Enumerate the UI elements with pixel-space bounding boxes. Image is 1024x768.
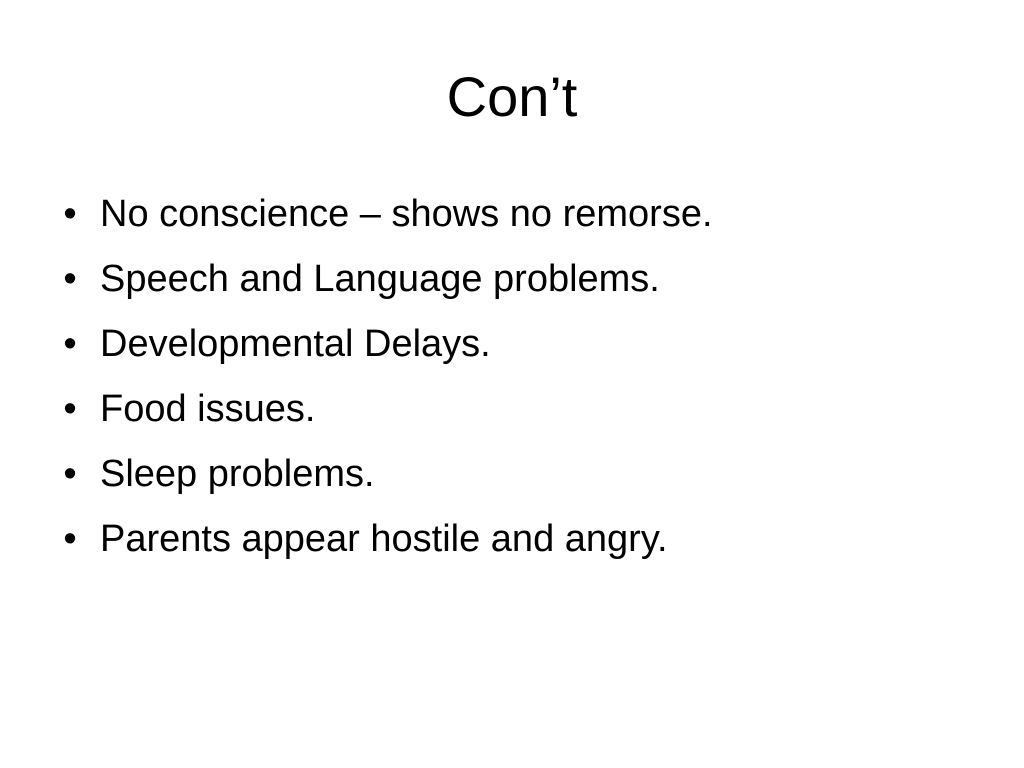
bullet-dot: •	[63, 518, 77, 560]
bullet-item	[55, 446, 975, 511]
bullet-item	[55, 381, 975, 446]
bullet-list	[55, 186, 975, 576]
bullet-text: Developmental Delays.	[100, 323, 491, 365]
bullet-dot: •	[63, 323, 77, 365]
bullet-text: Food issues.	[100, 388, 316, 430]
bullet-dot: •	[63, 193, 77, 235]
bullet-item	[55, 511, 975, 576]
bullet-dot: •	[63, 258, 77, 300]
bullet-dot: •	[63, 388, 77, 430]
slide-title: Con’t	[446, 65, 578, 128]
bullet-dot: •	[63, 453, 77, 495]
bullet-item	[55, 251, 975, 316]
bullet-text: Speech and Language problems.	[100, 258, 660, 300]
bullet-item	[55, 186, 975, 251]
bullet-text: Sleep problems.	[100, 453, 375, 495]
bullet-text: Parents appear hostile and angry.	[100, 518, 668, 560]
bullet-item	[55, 316, 975, 381]
bullet-text: No conscience – shows no remorse.	[100, 193, 713, 235]
